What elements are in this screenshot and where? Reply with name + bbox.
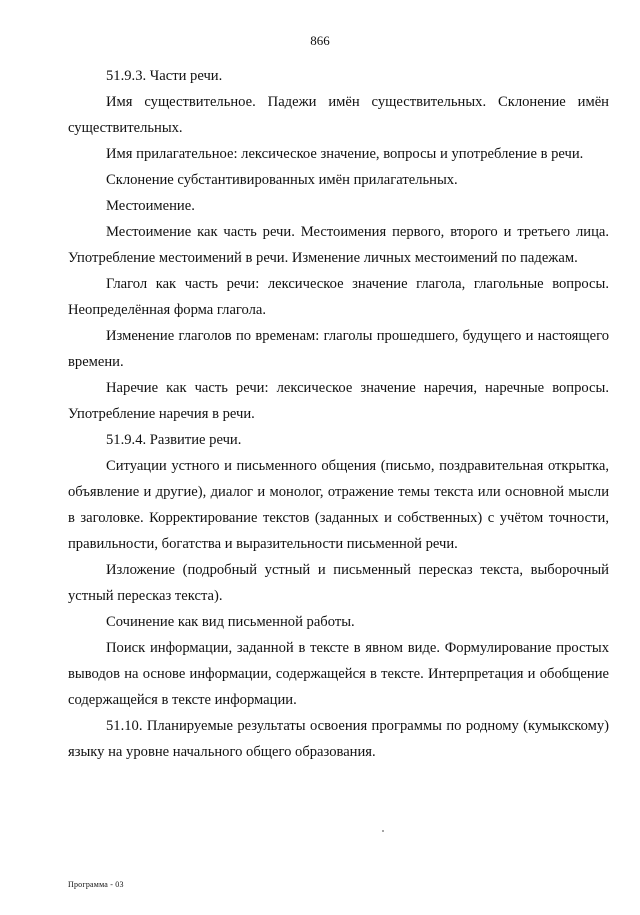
section-heading-parts-of-speech: 51.9.3. Части речи. [106,68,223,84]
paragraph-noun: Имя существительное. Падежи имён существительных. Склонение имён существительных. [68,94,609,136]
document-body [68,63,609,765]
paragraph-verb-tenses: Изменение глаголов по временам: глаголы прошедшего, будущего и настоящего времени. [68,328,609,370]
page-number: 866 [310,33,330,48]
paragraph-composition: Сочинение как вид письменной работы. [106,614,355,630]
section-heading-planned-results: 51.10. Планируемые результаты освоения программы по родному (кумыкскому) языку на уровне начального общего образования. [68,718,609,760]
page-footer: Программа - 03 [68,880,124,889]
section-heading-speech-development: 51.9.4. Развитие речи. [106,432,242,448]
paragraph-pronoun: Местоимение как часть речи. Местоимения первого, второго и третьего лица. Употребление местоимений в речи. Изменение личных местоимений по падежам. [68,224,609,266]
paragraph-verb: Глагол как часть речи: лексическое значение глагола, глагольные вопросы. Неопределённая форма глагола. [68,276,609,318]
paragraph-communication: Ситуации устного и письменного общения (письмо, поздравительная открытка, объявление и другие), диалог и монолог, отражение темы текста или основной мысли в заголовке. Корректирование текстов (заданных и собственных) с учётом точности, правильности, богатства и выразительности письменной речи. [68,458,609,552]
paragraph-adjective: Имя прилагательное: лексическое значение, вопросы и употребление в речи. [106,146,584,162]
paragraph-retelling: Изложение (подробный устный и письменный пересказ текста, выборочный устный пересказ текста). [68,562,609,604]
paragraph-information-search: Поиск информации, заданной в тексте в явном виде. Формулирование простых выводов на основе информации, содержащейся в тексте. Интерпретация и обобщение содержащейся в тексте информации. [68,640,609,708]
paragraph-pronoun-heading: Местоимение. [106,198,195,214]
paragraph-adverb: Наречие как часть речи: лексическое значение наречия, наречные вопросы. Употребление наречия в речи. [68,380,609,422]
paragraph-adjective-declension: Склонение субстантивированных имён прилагательных. [106,172,458,188]
scan-speck [382,830,384,832]
